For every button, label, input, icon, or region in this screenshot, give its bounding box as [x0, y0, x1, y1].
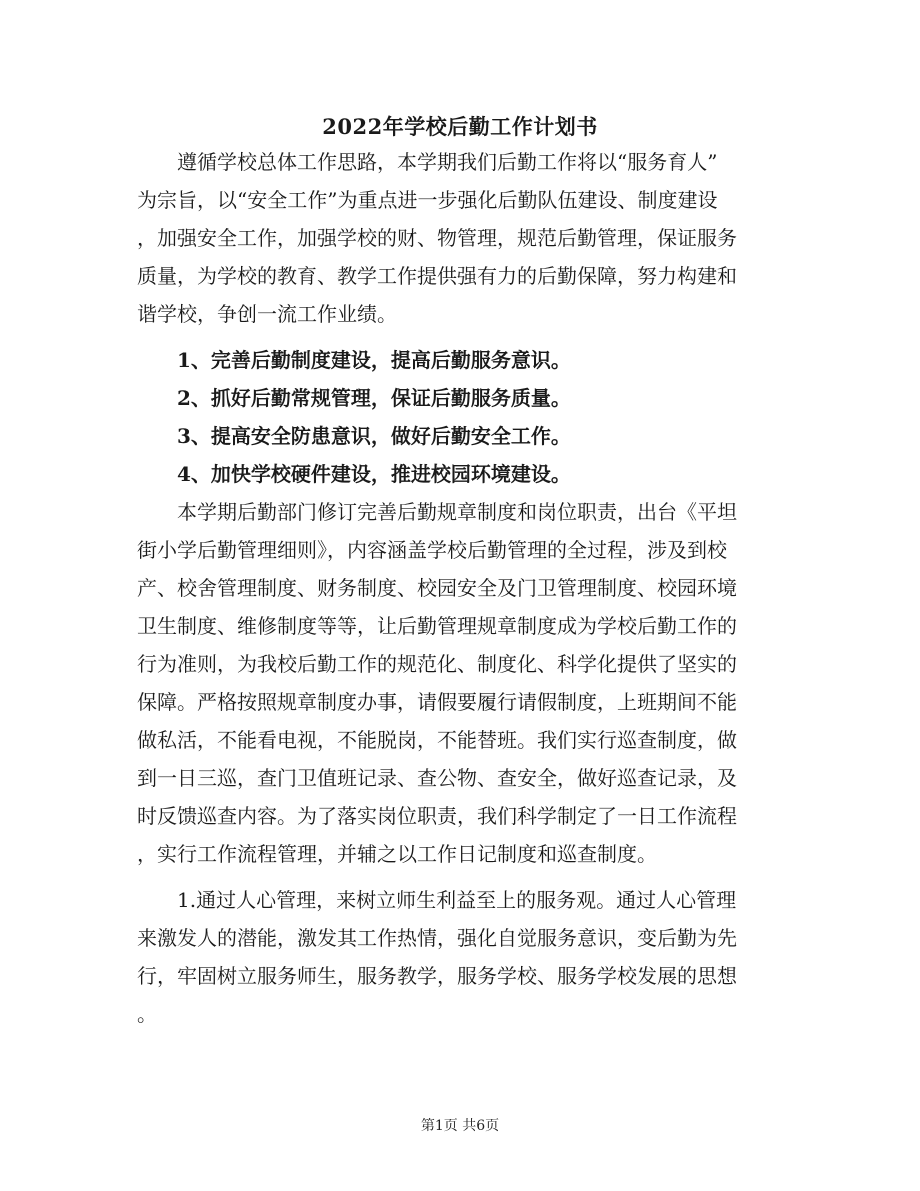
text-line: ，实行工作流程管理，并辅之以工作日记制度和巡查制度。	[137, 842, 657, 866]
section-paragraph	[137, 881, 781, 1033]
text-line: 到一日三巡，查门卫值班记录、查公物、查安全，做好巡查记录，及	[137, 766, 737, 790]
text-line: 来激发人的潜能，激发其工作热情，强化自觉服务意识，变后勤为先	[137, 926, 737, 950]
text-line: 产、校舍管理制度、财务制度、校园安全及门卫管理制度、校园环境	[137, 576, 737, 600]
page-footer: 第1页 共6页	[420, 1118, 500, 1134]
text-line: 本学期后勤部门修订完善后勤规章制度和岗位职责，出台《平坦	[177, 500, 737, 524]
text-line: 遵循学校总体工作思路，本学期我们后勤工作将以“服务育人”	[177, 150, 718, 174]
text-line: 质量，为学校的教育、教学工作提供强有力的后勤保障，努力构建和	[137, 264, 737, 288]
goals-list	[137, 341, 781, 493]
text-line: 卫生制度、维修制度等等，让后勤管理规章制度成为学校后勤工作的	[137, 614, 737, 638]
text-line: 。	[137, 1002, 157, 1026]
text-line: 为宗旨，以“安全工作”为重点进一步强化后勤队伍建设、制度建设	[137, 188, 718, 212]
text-line: 行，牢固树立服务师生，服务教学，服务学校、服务学校发展的思想	[137, 964, 737, 988]
goal-item: 3、提高安全防患意识，做好后勤安全工作。	[177, 424, 571, 448]
text-line: 保障。严格按照规章制度办事，请假要履行请假制度，上班期间不能	[137, 690, 737, 714]
text-line: 做私活，不能看电视，不能脱岗，不能替班。我们实行巡查制度，做	[137, 728, 737, 752]
text-line: 1.通过人心管理，来树立师生利益至上的服务观。通过人心管理	[177, 888, 737, 912]
goal-item: 1、完善后勤制度建设，提高后勤服务意识。	[177, 348, 571, 372]
goal-item: 4、加快学校硬件建设，推进校园环境建设。	[177, 462, 571, 486]
goal-item: 2、抓好后勤常规管理，保证后勤服务质量。	[177, 386, 571, 410]
document-body	[137, 143, 781, 1033]
document-title: 2022年学校后勤工作计划书	[322, 114, 598, 139]
text-line: 行为准则，为我校后勤工作的规范化、制度化、科学化提供了坚实的	[137, 652, 737, 676]
text-line: 时反馈巡查内容。为了落实岗位职责，我们科学制定了一日工作流程	[137, 804, 737, 828]
text-line: 街小学后勤管理细则》，内容涵盖学校后勤管理的全过程，涉及到校	[137, 538, 727, 562]
text-line: ，加强安全工作，加强学校的财、物管理，规范后勤管理，保证服务	[137, 226, 737, 250]
body-paragraph	[137, 493, 781, 873]
text-line: 谐学校，争创一流工作业绩。	[137, 302, 397, 326]
intro-paragraph	[137, 143, 781, 333]
